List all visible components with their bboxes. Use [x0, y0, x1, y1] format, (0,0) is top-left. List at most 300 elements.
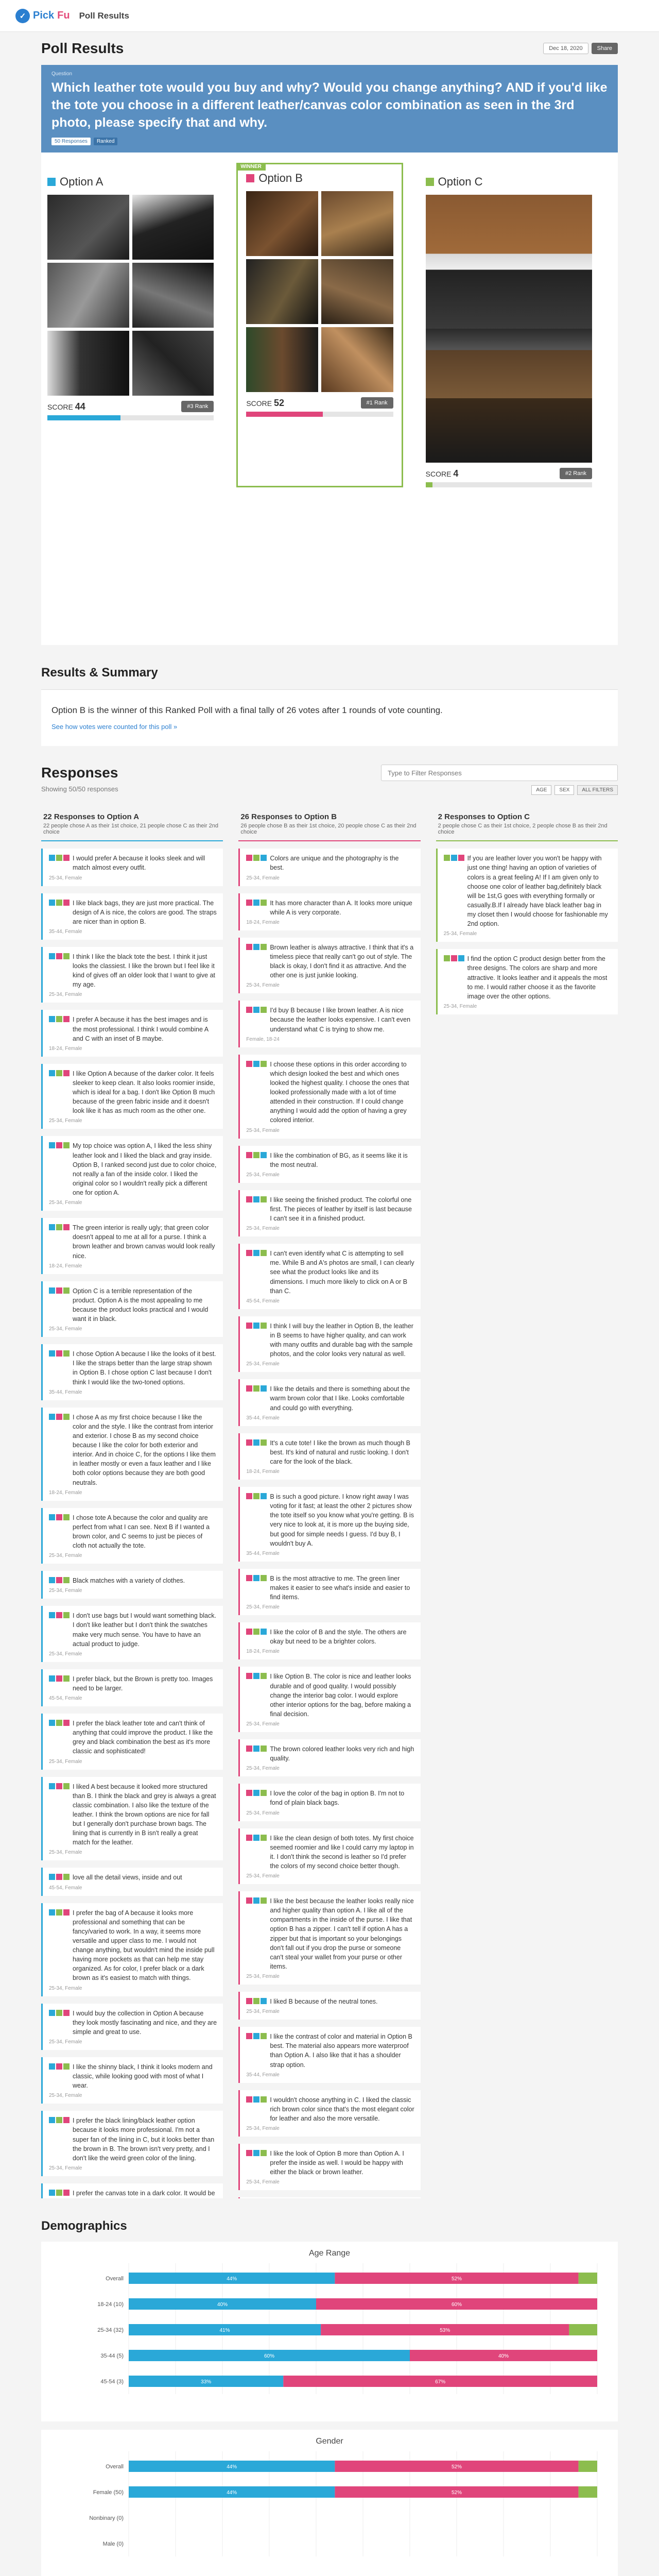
rank-swatch-icon: [253, 1196, 259, 1202]
response-demographic: 18-24, Female: [246, 1649, 280, 1655]
response-card[interactable]: [238, 1569, 420, 1615]
rank-swatch-icon: [246, 1493, 252, 1499]
rank-swatch-icon: [246, 1439, 252, 1446]
rank-swatch-icon: [246, 1835, 252, 1841]
category-label: Overall: [106, 2464, 124, 2470]
response-card[interactable]: [41, 1606, 223, 1662]
sex-filter-button[interactable]: SEX: [554, 785, 574, 795]
response-card[interactable]: [41, 1010, 223, 1056]
data-label: 52%: [451, 2276, 462, 2282]
response-card[interactable]: [238, 1316, 420, 1372]
rank-swatch-icon: [246, 1323, 252, 1329]
response-demographic: 18-24, Female: [246, 919, 280, 925]
data-label: 60%: [451, 2302, 462, 2308]
summary-title: Results & Summary: [41, 666, 158, 680]
response-text: It has more character than A. It looks more unique while A is very corporate.: [270, 899, 412, 916]
rank-order-icon: [246, 1195, 267, 1223]
response-text: Brown leather is always attractive. I think that it's a timeless piece that really can't go out of style. The black is okay, I don't find it as attractive. And the other one is just junkie looking.: [270, 943, 414, 979]
response-card[interactable]: [41, 849, 223, 886]
response-card[interactable]: [238, 938, 420, 994]
response-text: I like the details and there is something about the warm brown color that I like. Looks comfortable and could go with everything.: [270, 1385, 410, 1412]
rank-swatch-icon: [253, 1835, 259, 1841]
vote-counting-link[interactable]: See how votes were counted for this poll »: [51, 723, 178, 731]
option-b-photo[interactable]: [321, 191, 393, 256]
rank-swatch-icon: [261, 1196, 267, 1202]
response-demographic: 18-24, Female: [49, 1045, 82, 1052]
rank-swatch-icon: [63, 1016, 70, 1022]
rank-order-icon: [246, 943, 267, 980]
response-card[interactable]: [238, 1667, 420, 1732]
rank-swatch-icon: [253, 1250, 259, 1256]
rank-order-icon: [49, 1576, 70, 1585]
response-card[interactable]: [436, 849, 618, 942]
rank-order-icon: [49, 1611, 70, 1649]
rank-order-icon: [246, 1060, 267, 1125]
rank-swatch-icon: [63, 1350, 70, 1357]
share-button[interactable]: Share: [592, 43, 618, 54]
response-card[interactable]: [238, 893, 420, 930]
rank-order-icon: [49, 1223, 70, 1261]
rank-swatch-icon: [63, 1514, 70, 1520]
rank-swatch-icon: [246, 1061, 252, 1067]
responses-header: [41, 765, 618, 795]
rank-swatch-icon: [56, 1350, 62, 1357]
rank-order-icon: [246, 1672, 267, 1719]
age-filter-button[interactable]: AGE: [531, 785, 551, 795]
rank-order-icon: [49, 2116, 70, 2163]
rank-swatch-icon: [56, 1287, 62, 1294]
response-card[interactable]: [41, 2111, 223, 2176]
response-card[interactable]: [41, 1508, 223, 1564]
option-a-swatch: [47, 178, 56, 186]
response-text: B is the most attractive to me. The green liner makes it easier to see what's inside and easier to find items.: [270, 1574, 410, 1601]
rank-swatch-icon: [49, 2010, 55, 2016]
response-text: I prefer black, but the Brown is pretty too. Images need to be larger.: [73, 1675, 213, 1692]
rank-swatch-icon: [261, 2033, 267, 2039]
responses-columns: [41, 807, 618, 2198]
response-text: Black matches with a variety of clothes.: [73, 1577, 185, 1585]
summary-card: [41, 689, 618, 746]
response-card[interactable]: [41, 1903, 223, 1996]
response-text: Option C is a terrible representation of the product. Option A is the most appealing to me because the product looks practical and I would want it in black.: [73, 1287, 209, 1323]
category-label: 45-54 (3): [100, 2379, 124, 2385]
response-card[interactable]: [41, 2004, 223, 2050]
topbar-title: Poll Results: [79, 10, 129, 21]
rank-swatch-icon: [49, 1070, 55, 1076]
rank-swatch-icon: [56, 1874, 62, 1880]
rank-swatch-icon: [56, 1070, 62, 1076]
rank-swatch-icon: [444, 955, 450, 961]
rank-swatch-icon: [49, 1224, 55, 1230]
response-text: The green interior is really ugly; that green color doesn't appeal to me at all for a purse. I think a brown leather and brown canvas would look really nice.: [73, 1224, 215, 1260]
rank-swatch-icon: [253, 1439, 259, 1446]
response-card[interactable]: [41, 1714, 223, 1770]
rank-swatch-icon: [458, 955, 464, 961]
option-b-photo[interactable]: [246, 191, 318, 256]
column-b-header: [238, 807, 420, 841]
rank-swatch-icon: [261, 1897, 267, 1904]
rank-swatch-icon: [253, 1998, 259, 2004]
date-badge: Dec 18, 2020: [543, 43, 588, 54]
rank-order-icon: [246, 1438, 267, 1466]
category-label: Nonbinary (0): [89, 2515, 124, 2522]
rank-swatch-icon: [261, 900, 267, 906]
rank-swatch-icon: [246, 1250, 252, 1256]
response-demographic: Female, 18-24: [246, 1036, 280, 1042]
option-a-photo[interactable]: [132, 263, 214, 328]
category-label: Overall: [106, 2276, 124, 2282]
response-text: I choose these options in this order according to which design looked the best and which ones looked the highest quality. I choose the ones that looked professionally made with a lot of time attended in their construction. If I could change anything I would add the option of having a grey colored interior.: [270, 1060, 409, 1124]
rank-swatch-icon: [253, 2150, 259, 2156]
rank-swatch-icon: [261, 1439, 267, 1446]
rank-swatch-icon: [63, 1577, 70, 1583]
rank-swatch-icon: [49, 1287, 55, 1294]
response-text: Colors are unique and the photography is the best.: [270, 855, 399, 872]
response-demographic: 25-34, Female: [49, 1553, 82, 1559]
rank-swatch-icon: [261, 1007, 267, 1013]
response-demographic: 25-34, Female: [246, 1172, 280, 1178]
response-card[interactable]: [41, 1136, 223, 1211]
option-a-photo[interactable]: [47, 331, 129, 396]
rank-swatch-icon: [261, 944, 267, 950]
rank-swatch-icon: [253, 1061, 259, 1067]
option-a-score-bar: [47, 415, 214, 420]
summary-text: Option B is the winner of this Ranked Poll with a final tally of 26 votes after 1 rounds of vote counting.: [51, 705, 443, 716]
rank-swatch-icon: [246, 1745, 252, 1752]
rank-swatch-icon: [56, 1720, 62, 1726]
rank-swatch-icon: [253, 1673, 259, 1679]
option-c-score: 4: [453, 468, 459, 479]
rank-swatch-icon: [246, 1673, 252, 1679]
pickfu-logo[interactable]: [15, 9, 70, 23]
rank-swatch-icon: [56, 1016, 62, 1022]
response-card[interactable]: [238, 1379, 420, 1426]
category-label: 18-24 (10): [97, 2301, 124, 2308]
rank-order-icon: [246, 2095, 267, 2123]
response-text: The brown colored leather looks very rich and high quality.: [270, 1745, 414, 1762]
rank-swatch-icon: [49, 855, 55, 861]
rank-swatch-icon: [49, 1577, 55, 1583]
rank-swatch-icon: [253, 855, 259, 861]
response-text: I would buy the collection in Option A because they look mostly fascinating and nice, and they are simple and great to use.: [73, 2009, 217, 2036]
response-text: I prefer the canvas tote in a dark color. It would be: [73, 2189, 215, 2197]
option-c-photos: [426, 195, 592, 463]
response-card[interactable]: [41, 1669, 223, 1706]
rank-order-icon: [49, 1782, 70, 1848]
age-chart-title: Age Range: [308, 2249, 351, 2258]
response-card[interactable]: [238, 1146, 420, 1183]
rank-order-icon: [49, 2009, 70, 2037]
responses-title: Responses: [41, 765, 118, 781]
rank-swatch-icon: [63, 1287, 70, 1294]
response-card[interactable]: [436, 949, 618, 1014]
response-text: I'd buy B because I like brown leather. A is nice because the leather looks expensive. I can't even understand what C is trying to show me.: [270, 1007, 411, 1033]
data-label: 40%: [498, 2353, 509, 2360]
response-demographic: 25-34, Female: [49, 2093, 82, 2099]
rank-order-icon: [246, 1628, 267, 1646]
option-b-score-label: SCORE: [246, 399, 272, 408]
rank-swatch-icon: [246, 1385, 252, 1392]
rank-swatch-icon: [63, 2117, 70, 2123]
rank-order-icon: [49, 952, 70, 990]
response-card[interactable]: [238, 1992, 420, 2020]
response-text: I don't use bags but I would want something black. I don't like leather but I don't think the swatches make very much sense. You have to have an actual product to judge.: [73, 1612, 216, 1648]
option-a-card[interactable]: [47, 170, 214, 636]
response-card[interactable]: [238, 1784, 420, 1821]
rank-swatch-icon: [56, 2117, 62, 2123]
response-card[interactable]: [41, 1777, 223, 1861]
data-label: 52%: [451, 2464, 462, 2470]
option-a-photo[interactable]: [47, 195, 129, 260]
rank-swatch-icon: [63, 1783, 70, 1789]
option-b-card[interactable]: [236, 163, 403, 487]
gender-chart-card: [41, 2430, 618, 2576]
response-text: I chose Option A because I like the looks of it best. I like the straps better than the large strap shown in Option B. I chose option C last because I don't think I would like the two-toned options.: [73, 1350, 216, 1386]
rank-swatch-icon: [63, 900, 70, 906]
rank-swatch-icon: [49, 2117, 55, 2123]
data-label: 52%: [451, 2490, 462, 2496]
response-demographic: 25-34, Female: [49, 1118, 82, 1124]
response-demographic: 35-44, Female: [246, 1550, 280, 1556]
rank-swatch-icon: [458, 855, 464, 861]
response-demographic: 25-34, Female: [49, 1326, 82, 1332]
response-card[interactable]: [238, 1433, 420, 1480]
rank-order-icon: [246, 1384, 267, 1412]
rank-swatch-icon: [246, 2096, 252, 2103]
response-demographic: 25-34, Female: [443, 931, 477, 937]
response-card[interactable]: [238, 1001, 420, 1047]
response-card[interactable]: [238, 1739, 420, 1776]
rank-swatch-icon: [63, 1874, 70, 1880]
response-card[interactable]: [41, 1218, 223, 1274]
rank-swatch-icon: [246, 1790, 252, 1796]
response-text: I like the clean design of both totes. My first choice seemed roomier and like I could carry my laptop in it. I don't think the second is leather so I'd prefer the colors of my second choice better though.: [270, 1834, 414, 1870]
rank-swatch-icon: [49, 1720, 55, 1726]
option-b-photo[interactable]: [321, 259, 393, 324]
response-demographic: 25-34, Female: [246, 1226, 280, 1232]
rank-swatch-icon: [56, 1414, 62, 1420]
score-fill: [246, 412, 322, 417]
option-b-swatch: [246, 174, 254, 182]
rank-swatch-icon: [246, 855, 252, 861]
rank-order-icon: [49, 1141, 70, 1197]
rank-swatch-icon: [63, 2190, 70, 2196]
response-demographic: 45-54, Female: [246, 1298, 280, 1304]
data-label: 44%: [227, 2490, 237, 2496]
column-c-title: 2 Responses to Option C: [438, 812, 530, 822]
rank-order-icon: [246, 1834, 267, 1871]
option-b-photo[interactable]: [246, 327, 318, 392]
age-chart-card: [41, 2242, 618, 2421]
rank-swatch-icon: [261, 1152, 267, 1158]
rank-swatch-icon: [56, 2190, 62, 2196]
rank-order-icon: [246, 1492, 267, 1548]
all-filters-button[interactable]: ALL FILTERS: [577, 785, 618, 795]
question-text: Which leather tote would you buy and why? Would you change anything? AND if you'd like the tote you choose in a different leather/canvas color combination as seen in the 3rd photo, please specify that and why.: [51, 80, 608, 130]
response-text: I think I will buy the leather in Option B, the leather in B seems to have higher quality, and can work with many outfits and durable bag with the sample photos, and the color looks very natural as well.: [270, 1322, 413, 1358]
response-demographic: 25-34, Female: [246, 1361, 280, 1367]
response-text: I prefer A because it has the best images and is the most professional. I think I would combine A and C with an inset of B maybe.: [73, 1016, 209, 1042]
response-text: I like the shinny black, I think it looks modern and classic, while looking good with most of what I wear.: [73, 2063, 213, 2090]
response-card[interactable]: [41, 1571, 223, 1599]
rank-swatch-icon: [246, 1196, 252, 1202]
response-demographic: 25-34, Female: [49, 1850, 82, 1856]
rank-swatch-icon: [49, 1016, 55, 1022]
response-text: I like black bags, they are just more practical. The design of A is nice, the colors are good. The straps are nicer than in option B.: [73, 899, 217, 925]
category-label: 35-44 (5): [100, 2353, 124, 2360]
response-card[interactable]: [238, 1828, 420, 1885]
option-b-photo[interactable]: [246, 259, 318, 324]
option-b-label: Option B: [258, 172, 303, 185]
rank-swatch-icon: [49, 2063, 55, 2070]
response-card[interactable]: [41, 893, 223, 940]
data-label: 44%: [227, 2276, 237, 2282]
rank-swatch-icon: [246, 1152, 252, 1158]
data-label: 40%: [217, 2302, 228, 2308]
response-demographic: 25-34, Female: [49, 1985, 82, 1991]
response-text: I prefer the black lining/black leather option because it looks more professional. I'm not a super fan of the lining in C, but it looks better than the brown in B. The brown isn't very pretty, and I don't like the weird green color of the lining.: [73, 2117, 215, 2162]
top-bar: [0, 0, 659, 32]
response-card[interactable]: [41, 1344, 223, 1400]
rank-swatch-icon: [253, 2096, 259, 2103]
score-fill: [426, 482, 432, 487]
option-a-photo[interactable]: [47, 263, 129, 328]
rank-order-icon: [49, 1513, 70, 1551]
rank-swatch-icon: [246, 1897, 252, 1904]
response-text: B is such a good picture. I know right away I was voting for it fast; at least the other 2 pictures show the tote itself so you know what you're getting. B is very nice to look at, it is more up the buying side, but good for simple needs I guess. I'd buy B, I wouldn't buy A.: [270, 1493, 414, 1547]
gender-chart-title: Gender: [316, 2437, 343, 2446]
response-text: I like Option B. The color is nice and leather looks durable and of good quality. I would possibly change the interior bag color. I would explore other interior options for the bag, before making a final decision.: [270, 1673, 411, 1718]
option-c-photo[interactable]: [426, 195, 592, 463]
rank-swatch-icon: [49, 900, 55, 906]
response-demographic: 25-34, Female: [246, 2126, 280, 2131]
rank-swatch-icon: [49, 1874, 55, 1880]
rank-swatch-icon: [63, 1909, 70, 1916]
rank-swatch-icon: [246, 2033, 252, 2039]
response-text: I chose A as my first choice because I like the color and the style. I like the contrast from interior and exterior. I chose B as my second choice because I like the color for both exterior and interior. And in choice C, for the options I like them in leather mostly or even a faux leather and I like both color options because they are both good neutrals.: [73, 1413, 216, 1486]
rank-swatch-icon: [56, 1142, 62, 1148]
rank-swatch-icon: [49, 1350, 55, 1357]
response-card[interactable]: [41, 1281, 223, 1337]
rank-order-icon: [444, 854, 464, 928]
response-text: My top choice was option A, I liked the less shiny leather look and I liked the black and gray inside. Option B, I ranked second just due to color choice, not really a fan of the inside color. I liked the original color so I wouldn't really pick a different one for option A.: [73, 1142, 217, 1196]
response-card[interactable]: [238, 1622, 420, 1659]
response-demographic: 25-34, Female: [49, 1758, 82, 1765]
response-demographic: 35-44, Female: [246, 2072, 280, 2078]
data-label: 33%: [201, 2379, 212, 2385]
question-card: [41, 65, 618, 152]
response-card[interactable]: [41, 2183, 223, 2198]
rank-swatch-icon: [451, 855, 457, 861]
response-card[interactable]: [238, 1487, 420, 1562]
option-c-score-label: SCORE: [425, 469, 452, 478]
logo-text-b: Fu: [57, 10, 70, 21]
rank-order-icon: [49, 1069, 70, 1116]
rank-order-icon: [246, 1574, 267, 1602]
response-demographic: 25-34, Female: [246, 2009, 280, 2015]
response-demographic: 25-34, Female: [49, 1200, 82, 1206]
response-text: I prefer the black leather tote and can't think of anything that could improve the product. I like the grey and black combination the best as it's more classic and sophisticated!: [73, 1720, 213, 1755]
option-b-rank: #1 Rank: [361, 397, 393, 409]
response-text: I prefer the bag of A because it looks more professional and something that can be fancy/varied to work. In a way, it seems more versatile and upper class to me. I would not change anything, but wouldn't mind the inside pull having more pockets as that can help me stay organized. As for color, I prefer black or a dark brown as it's easiest to match with things.: [73, 1909, 215, 1982]
response-card[interactable]: [41, 1064, 223, 1129]
rank-swatch-icon: [246, 1007, 252, 1013]
response-demographic: 25-34, Female: [49, 1588, 82, 1594]
option-a-photo[interactable]: [132, 195, 214, 260]
response-demographic: 18-24, Female: [246, 1469, 280, 1475]
response-card[interactable]: [41, 947, 223, 1003]
rank-swatch-icon: [63, 953, 70, 959]
response-card[interactable]: [238, 1190, 420, 1236]
response-text: I like the color of B and the style. The others are okay but need to be a brighter colors.: [270, 1629, 407, 1646]
response-card[interactable]: [238, 2027, 420, 2083]
response-text: I like the look of Option B more than Option A. I prefer the inside as well. I would be happy with either the black or brown leather.: [270, 2150, 404, 2176]
option-a-score: 44: [75, 401, 85, 412]
response-text: I like the contrast of color and material in Option B best. The material also appears more waterproof than Option A. I also like that it has a shoulder strap option.: [270, 2033, 412, 2069]
response-text: I think I like the black tote the best. I think it just looks the classiest. I like the brown but I feel like it kind of gives off an older look that I want to give at my age.: [73, 953, 216, 989]
bar-segment: [579, 2461, 597, 2472]
option-a-photo[interactable]: [132, 331, 214, 396]
option-b-photo[interactable]: [321, 327, 393, 392]
logo-mark-icon: ✓: [15, 9, 30, 23]
response-card[interactable]: [238, 1055, 420, 1139]
filter-responses-input[interactable]: [381, 765, 618, 781]
rank-swatch-icon: [246, 944, 252, 950]
page-header: [0, 32, 659, 65]
option-c-card[interactable]: [426, 170, 592, 636]
response-card[interactable]: [41, 2057, 223, 2104]
rank-swatch-icon: [253, 1575, 259, 1581]
response-text: I would prefer A because it looks sleek and will match almost every outfit.: [73, 855, 205, 872]
response-card[interactable]: [238, 2090, 420, 2137]
score-fill: [47, 415, 120, 420]
option-b-score: 52: [274, 397, 285, 408]
response-demographic: 25-34, Female: [246, 1873, 280, 1879]
rank-swatch-icon: [49, 2190, 55, 2196]
response-card[interactable]: [41, 1408, 223, 1501]
rank-swatch-icon: [253, 1745, 259, 1752]
response-demographic: 18-24, Female: [49, 1263, 82, 1269]
response-text: If you are leather lover you won't be happy with just one thing! having an option of varieties of colors is a great feeling A! If I am given only to choose one color of leather bag,definitely black will be 1st,G goes with everything formally or casually.B.If I already have black leather bag in my closet then I would choose for fashionable my 2nd option.: [467, 855, 608, 928]
rank-swatch-icon: [49, 1142, 55, 1148]
rank-swatch-icon: [49, 1783, 55, 1789]
response-card[interactable]: [238, 2197, 420, 2198]
rank-order-icon: [246, 1249, 267, 1296]
rank-swatch-icon: [253, 900, 259, 906]
response-card[interactable]: [238, 2144, 420, 2190]
rank-swatch-icon: [56, 2010, 62, 2016]
rank-swatch-icon: [253, 1790, 259, 1796]
response-demographic: 25-34, Female: [49, 875, 82, 881]
rank-swatch-icon: [56, 1577, 62, 1583]
rank-order-icon: [49, 1719, 70, 1756]
response-text: love all the detail views, inside and out: [73, 1874, 182, 1882]
rank-swatch-icon: [63, 1675, 70, 1682]
column-option-b: [238, 807, 420, 2198]
bar-segment: [569, 2324, 597, 2335]
rank-swatch-icon: [253, 944, 259, 950]
response-text: I find the option C product design better from the three designs. The colors are sharp and more attractive. It looks leather and it appeals the most to me. I would rather choose it as the favorite image over the other options.: [467, 955, 608, 1000]
data-label: 67%: [435, 2379, 446, 2385]
rank-swatch-icon: [253, 1323, 259, 1329]
option-c-rank: #2 Rank: [560, 468, 592, 479]
rank-swatch-icon: [49, 1909, 55, 1916]
response-card[interactable]: [238, 1244, 420, 1309]
rank-order-icon: [49, 2189, 70, 2198]
response-card[interactable]: [41, 1868, 223, 1895]
response-card[interactable]: [238, 849, 420, 886]
response-card[interactable]: [238, 1891, 420, 1985]
